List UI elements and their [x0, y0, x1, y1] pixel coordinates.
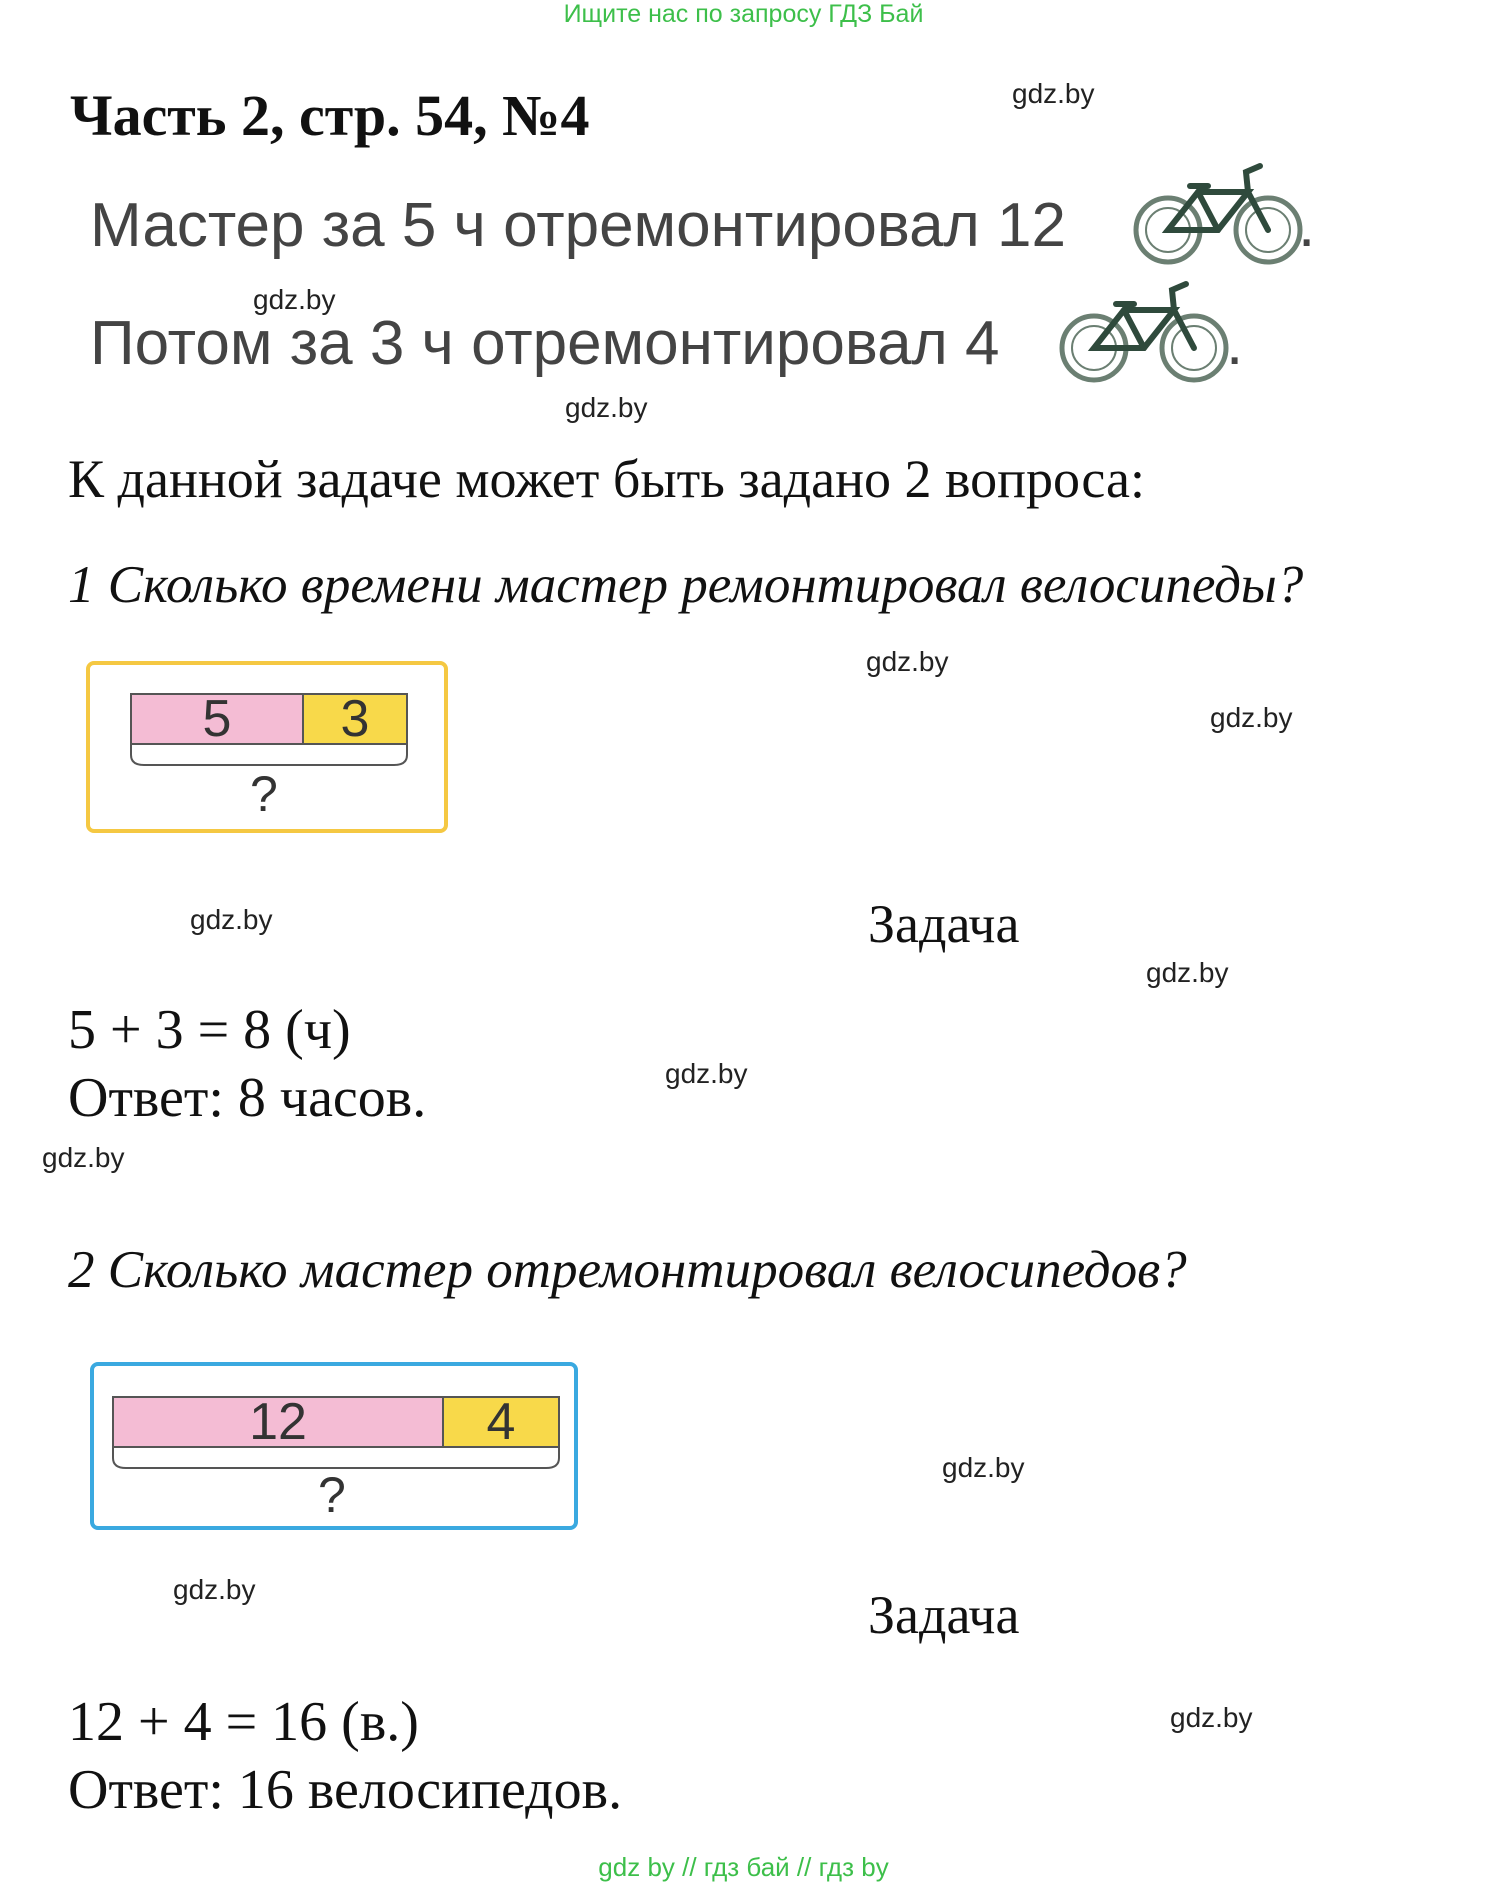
bicycle-icon [1128, 152, 1308, 267]
diagram-2-segment-b: 4 [444, 1398, 558, 1446]
equation-2: 12 + 4 = 16 (в.) [68, 1691, 419, 1753]
diagram-2-bar [112, 1393, 560, 1451]
page-title: Часть 2, стр. 54, №4 [70, 83, 590, 148]
problem-period: . [1298, 191, 1316, 260]
watermark: gdz.by [42, 1142, 125, 1173]
watermark: gdz.by [866, 646, 949, 677]
answer-1: Ответ: 8 часов. [68, 1067, 427, 1129]
watermark: gdz.by [190, 904, 273, 935]
diagram-2-unknown: ? [318, 1467, 346, 1523]
watermark: gdz.by [173, 1574, 256, 1605]
watermark: gdz.by [1012, 78, 1095, 109]
top-search-hint[interactable]: Ищите нас по запросу ГДЗ Бай [563, 0, 924, 28]
problem-line-2 [90, 308, 1000, 379]
watermark: gdz.by [942, 1452, 1025, 1483]
answer-2: Ответ: 16 велосипедов. [68, 1759, 623, 1821]
footer-links[interactable]: gdz by // гдз бай // гдз by [598, 1852, 889, 1882]
task-heading-2: Задача [868, 1585, 1020, 1645]
bicycle-icon [1054, 270, 1234, 385]
diagram-1-segment-a: 5 [132, 695, 304, 743]
diagram-1-unknown: ? [250, 766, 278, 822]
watermark: gdz.by [1170, 1702, 1253, 1733]
problem-line-1-text: Мастер за 5 ч отремонтировал 12 [90, 191, 1066, 260]
diagram-1-bar [130, 690, 408, 748]
intro-text: К данной задаче может быть задано 2 вопроса: [68, 449, 1145, 509]
watermark: gdz.by [253, 284, 336, 315]
task-heading-1: Задача [868, 894, 1020, 954]
problem-period: . [1226, 309, 1244, 378]
diagram-2 [90, 1362, 578, 1530]
diagram-2-segment-a: 12 [114, 1398, 444, 1446]
watermark: gdz.by [1210, 702, 1293, 733]
question-1: 1 Сколько времени мастер ремонтировал велосипеды? [68, 556, 1304, 614]
question-2: 2 Сколько мастер отремонтировал велосипедов? [68, 1241, 1187, 1299]
equation-1: 5 + 3 = 8 (ч) [68, 999, 351, 1061]
diagram-1-segment-b: 3 [304, 695, 406, 743]
watermark: gdz.by [665, 1058, 748, 1089]
watermark: gdz.by [565, 392, 648, 423]
problem-line-2-text: Потом за 3 ч отремонтировал 4 [90, 309, 1000, 378]
problem-line-1 [90, 190, 1066, 261]
diagram-1 [86, 661, 448, 833]
watermark: gdz.by [1146, 957, 1229, 988]
